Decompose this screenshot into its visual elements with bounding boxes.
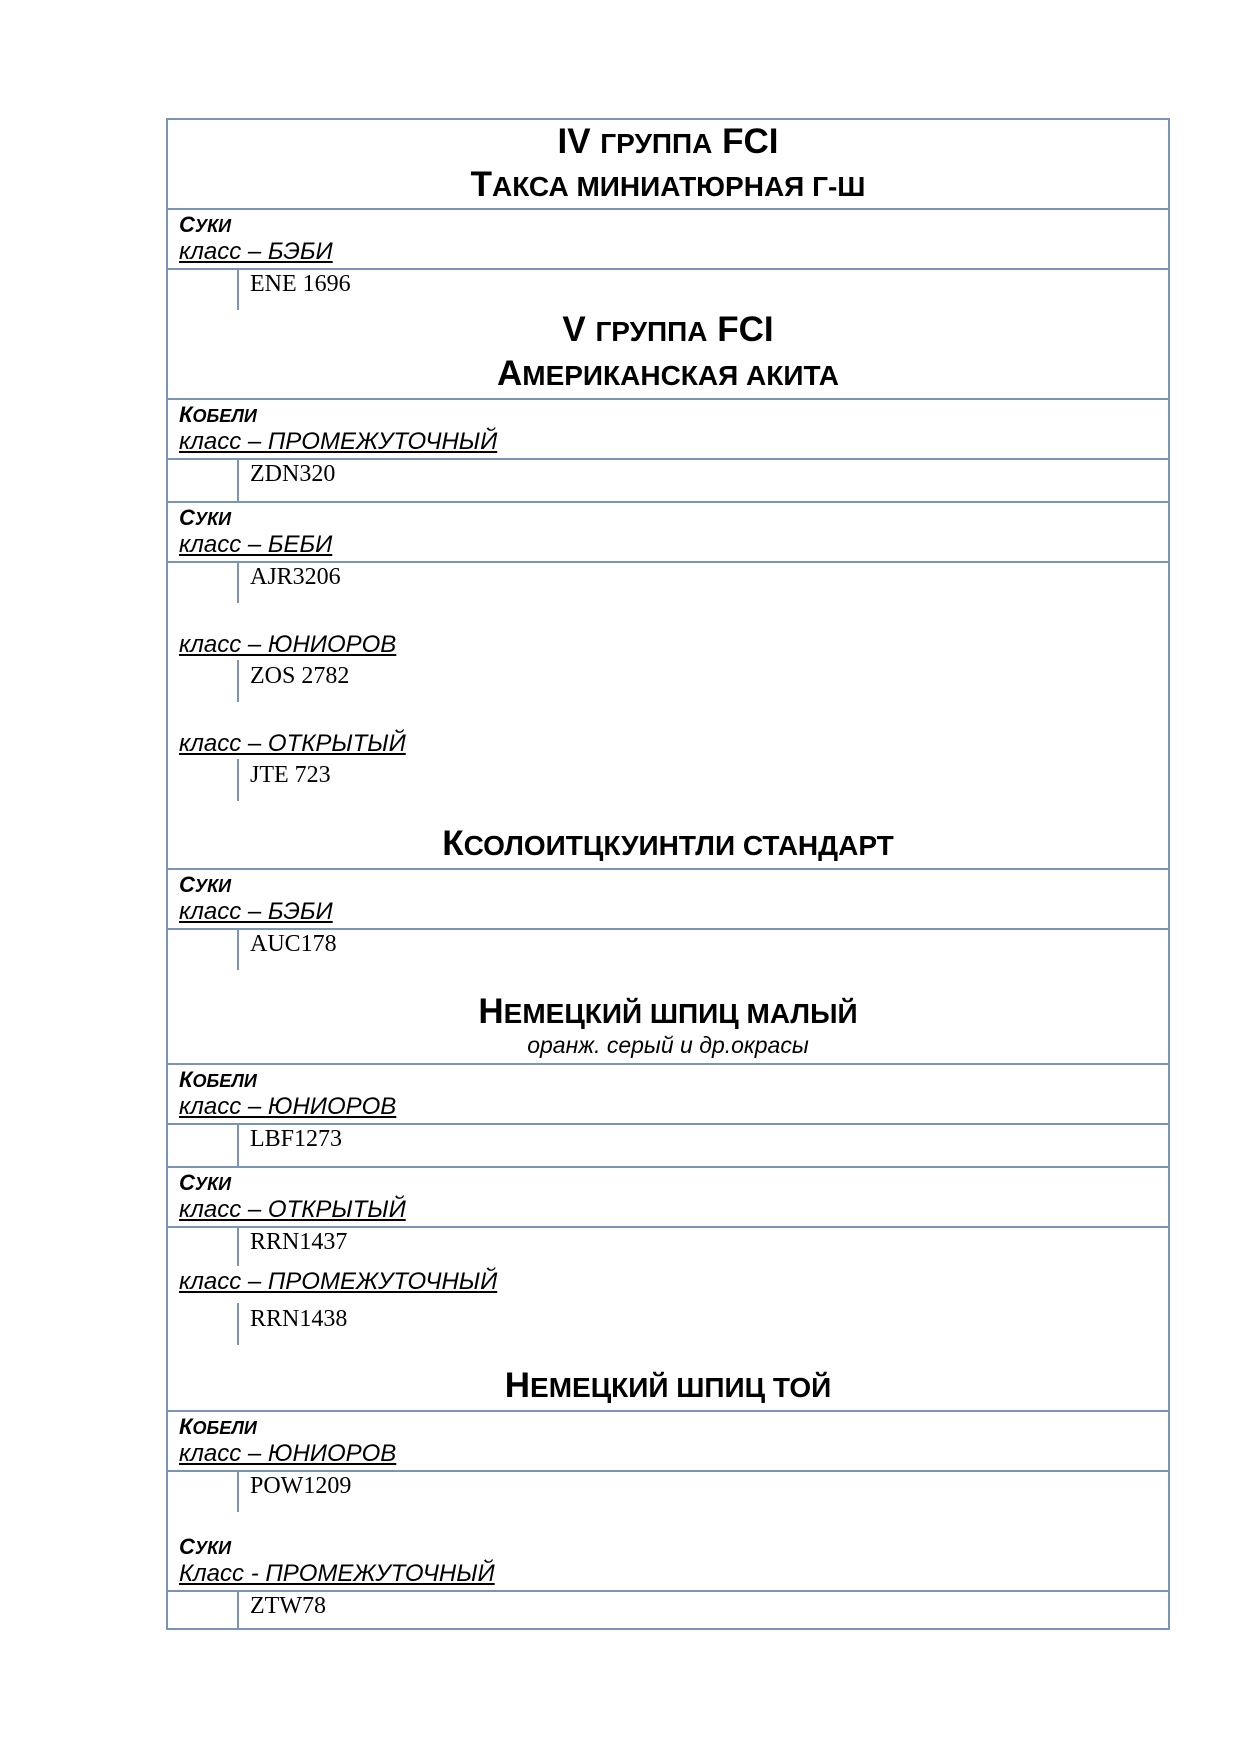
sex-initial: С [179, 212, 195, 237]
heading-part: АКСА МИНИАТЮРНАЯ Г-Ш [491, 171, 866, 202]
class-label: класс – ЮНИОРОВ [179, 1093, 397, 1120]
sex-initial: К [179, 402, 193, 427]
breed-heading [168, 824, 1168, 866]
catalog-number: AJR3206 [250, 564, 341, 590]
catalog-number: ENE 1696 [250, 271, 351, 297]
sex-initial: С [179, 872, 195, 897]
heading-part: Н [478, 992, 504, 1031]
sex-label [179, 1414, 257, 1441]
sex-initial: С [179, 1534, 195, 1559]
catalog-number: LBF1273 [250, 1126, 343, 1152]
catalog-number: POW1209 [250, 1473, 352, 1499]
class-label: класс – ПРОМЕЖУТОЧНЫЙ [179, 428, 498, 455]
sex-rest: ОБЕЛИ [192, 1071, 257, 1091]
table-rule [168, 868, 1168, 870]
heading-part: Н [504, 1366, 531, 1405]
breed-subtitle: оранж. серый и др.окрасы [527, 1032, 809, 1058]
class-label: класс – ОТКРЫТЫЙ [179, 730, 406, 757]
sex-rest: УКИ [194, 1538, 232, 1558]
heading-part: ГРУППА [600, 128, 713, 159]
group-heading [168, 310, 1168, 352]
heading-part: МЕРИКАНСКАЯ АКИТА [522, 360, 840, 391]
heading-part: ГРУППА [595, 316, 708, 347]
sex-label [179, 505, 231, 532]
heading-part: ЕМЕЦКИЙ ШПИЦ ТОЙ [530, 1372, 832, 1403]
indent-rule [237, 268, 239, 310]
heading-part: FCI [712, 122, 779, 161]
heading-part: ЕМЕЦКИЙ ШПИЦ МАЛЫЙ [503, 998, 858, 1029]
heading-part: СОЛОИТЦКУИНТЛИ СТАНДАРТ [463, 830, 894, 861]
breed-heading [168, 165, 1168, 207]
catalog-number: ZDN320 [250, 461, 336, 487]
heading-part: А [496, 354, 523, 393]
class-label: класс – ОТКРЫТЫЙ [179, 1196, 406, 1223]
heading-part: К [442, 824, 464, 863]
sex-initial: С [179, 1170, 195, 1195]
catalog-number: RRN1437 [250, 1229, 348, 1255]
table-rule [168, 501, 1168, 503]
group-heading [168, 122, 1168, 164]
catalog-number: JTE 723 [250, 762, 331, 788]
indent-rule [237, 1123, 239, 1166]
table-rule [168, 1410, 1168, 1412]
sex-label [179, 1170, 231, 1197]
sex-rest: УКИ [194, 216, 232, 236]
indent-rule [237, 1303, 239, 1345]
catalog-number: RRN1438 [250, 1306, 348, 1332]
indent-rule [237, 759, 239, 801]
class-label: класс – ЮНИОРОВ [179, 1440, 397, 1467]
sex-rest: ОБЕЛИ [192, 1418, 257, 1438]
table-rule [168, 1063, 1168, 1065]
indent-rule [237, 561, 239, 603]
indent-rule [237, 1226, 239, 1266]
sex-label [179, 1534, 231, 1561]
sex-rest: УКИ [194, 1174, 232, 1194]
class-label: класс – БЕБИ [179, 531, 333, 558]
indent-rule [237, 1470, 239, 1512]
table-rule [168, 208, 1168, 210]
catalog-number: AUC178 [250, 931, 337, 957]
sex-label [179, 1067, 257, 1094]
class-label: Класс - ПРОМЕЖУТОЧНЫЙ [179, 1560, 495, 1587]
sex-label [179, 402, 257, 429]
sex-rest: УКИ [194, 876, 232, 896]
heading-part: Т [470, 165, 492, 204]
sex-initial: С [179, 505, 195, 530]
indent-rule [237, 458, 239, 501]
class-label: класс – БЭБИ [179, 898, 333, 925]
class-label: класс – ПРОМЕЖУТОЧНЫЙ [179, 1268, 498, 1295]
class-label: класс – БЭБИ [179, 238, 333, 265]
catalog-table [166, 118, 1170, 1630]
sex-label [179, 212, 231, 239]
sex-rest: ОБЕЛИ [192, 406, 257, 426]
breed-heading [168, 992, 1168, 1034]
breed-heading [168, 1366, 1168, 1408]
class-label: класс – ЮНИОРОВ [179, 631, 397, 658]
indent-rule [237, 660, 239, 702]
catalog-number: ZTW78 [250, 1593, 326, 1619]
heading-part: V [562, 310, 596, 349]
breed-heading [168, 354, 1168, 396]
sex-initial: К [179, 1067, 193, 1092]
heading-part: FCI [707, 310, 774, 349]
indent-rule [237, 928, 239, 970]
indent-rule [237, 1590, 239, 1628]
table-rule [168, 1166, 1168, 1168]
table-rule [168, 398, 1168, 400]
sex-label [179, 872, 231, 899]
catalog-number: ZOS 2782 [250, 663, 350, 689]
heading-part: IV [557, 122, 601, 161]
sex-initial: К [179, 1414, 193, 1439]
sex-rest: УКИ [194, 509, 232, 529]
